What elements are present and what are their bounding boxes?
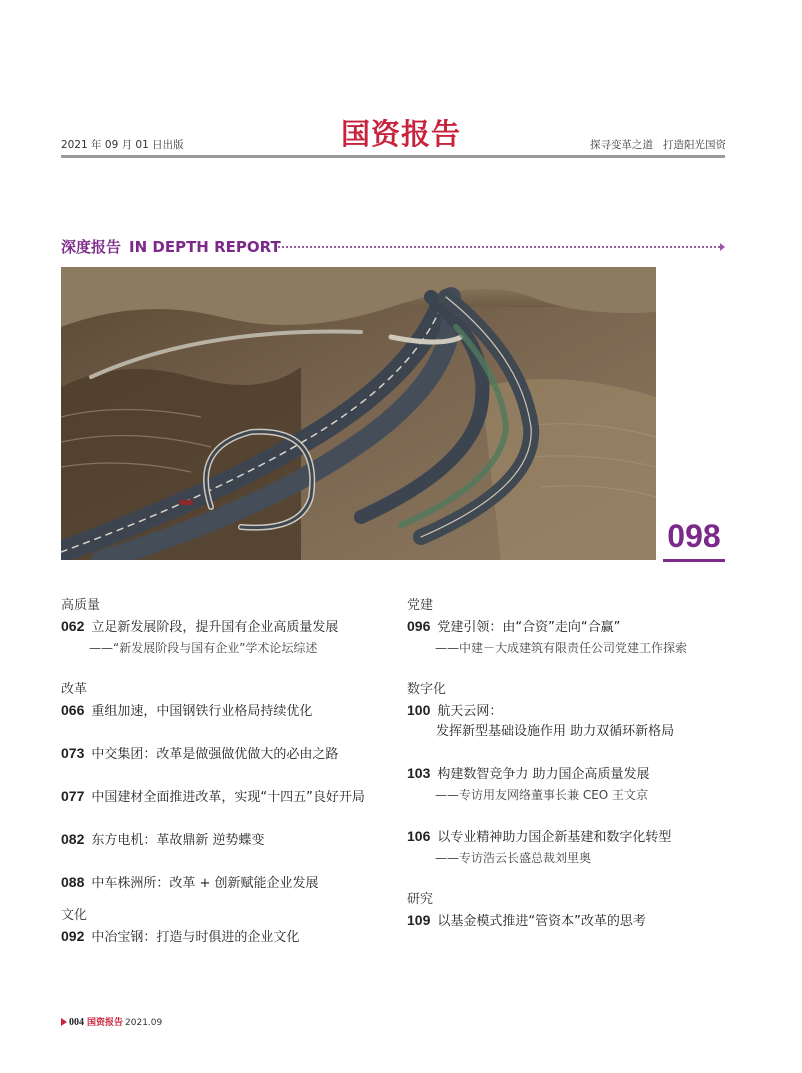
header-rule — [61, 155, 725, 158]
category-label: 研究 — [407, 892, 434, 907]
entry-title: 中国建材全面推进改革，实现“十四五”良好开局 — [91, 790, 365, 805]
entry-page: 088 — [61, 874, 85, 890]
toc-entry[interactable] — [407, 910, 737, 932]
entry-title: 构建数智竞争力 助力国企高质量发展 — [437, 767, 650, 782]
entry-page: 109 — [407, 912, 431, 928]
toc-entry[interactable] — [61, 872, 391, 894]
entry-title: 航天云网： — [437, 704, 503, 719]
slogan-1: 探寻变革之道 — [590, 139, 653, 151]
entry-title: 重组加速，中国钢铁行业格局持续优化 — [91, 704, 313, 719]
footer-issue: 2021.09 — [125, 1018, 163, 1028]
footer-page-number: 004 — [69, 1017, 84, 1028]
footer-magazine: 国资报告 — [87, 1018, 124, 1028]
category-label: 党建 — [407, 598, 434, 613]
toc-category-research — [407, 890, 737, 932]
toc-entry[interactable] — [407, 826, 737, 848]
entry-page: 096 — [407, 618, 431, 634]
publish-date: 2021 年 09 月 01 日出版 — [61, 139, 184, 151]
entry-title: 中交集团：改革是做强做优做大的必由之路 — [91, 747, 339, 762]
entry-subtitle: ——中建－大成建筑有限责任公司党建工作探索 — [435, 641, 688, 655]
toc-entry[interactable] — [61, 700, 391, 722]
category-label: 改革 — [61, 682, 88, 697]
toc-entry[interactable] — [61, 786, 391, 808]
section-title-cn: 深度报告 — [61, 238, 122, 256]
toc-right-column — [407, 596, 737, 932]
entry-page: 073 — [61, 745, 85, 761]
triangle-icon — [61, 1018, 67, 1026]
entry-page: 106 — [407, 828, 431, 844]
section-heading — [61, 236, 281, 257]
toc-entry[interactable] — [61, 743, 391, 765]
entry-title: 东方电机：革故鼎新 逆势蝶变 — [91, 833, 265, 848]
entry-page: 103 — [407, 765, 431, 781]
page-footer — [61, 1015, 162, 1028]
entry-page: 082 — [61, 831, 85, 847]
entry-subtitle: ——专访浩云长盛总裁刘里奥 — [435, 851, 592, 865]
entry-title: 中车株洲所：改革 + 创新赋能企业发展 — [91, 876, 319, 891]
section-dotted-rule — [278, 246, 724, 248]
feature-photo — [61, 267, 656, 560]
toc-left-column — [61, 596, 391, 948]
entry-title-continuation: 发挥新型基础设施作用 助力双循环新格局 — [436, 724, 675, 739]
toc-entry[interactable] — [407, 763, 737, 785]
toc-category-reform — [61, 680, 391, 894]
entry-page: 066 — [61, 702, 85, 718]
feature-page-number: 098 — [667, 518, 721, 554]
entry-title: 中冶宝钢：打造与时俱进的企业文化 — [91, 930, 300, 945]
entry-subtitle: ——专访用友网络董事长兼 CEO 王文京 — [435, 788, 649, 802]
entry-page: 100 — [407, 702, 431, 718]
entry-title: 以基金模式推进“管资本”改革的思考 — [437, 914, 646, 929]
slogan — [590, 137, 726, 152]
magazine-title: 国资报告 — [340, 117, 461, 151]
toc-category-culture — [61, 906, 391, 948]
category-label: 高质量 — [61, 598, 101, 613]
entry-title: 立足新发展阶段，提升国有企业高质量发展 — [91, 620, 339, 635]
category-label: 文化 — [61, 908, 88, 923]
category-label: 数字化 — [407, 682, 447, 697]
toc-category-party — [407, 596, 737, 658]
entry-title: 党建引领：由“合资”走向“合赢” — [437, 620, 621, 635]
entry-page: 062 — [61, 618, 85, 634]
entry-page: 092 — [61, 928, 85, 944]
entry-title: 以专业精神助力国企新基建和数字化转型 — [437, 830, 672, 845]
section-rule-arrow-icon — [720, 243, 725, 251]
toc-category-high-quality — [61, 596, 391, 658]
section-title-en: IN DEPTH REPORT — [129, 238, 281, 256]
toc-entry[interactable] — [407, 700, 737, 722]
entry-subtitle: ——“新发展阶段与国有企业”学术论坛综述 — [89, 641, 318, 655]
toc-entry[interactable] — [407, 616, 737, 638]
page-number-underline — [663, 559, 725, 562]
toc-entry[interactable] — [61, 616, 391, 638]
toc-entry[interactable] — [61, 829, 391, 851]
entry-page: 077 — [61, 788, 85, 804]
slogan-2: 打造阳光国资 — [663, 139, 726, 151]
toc-category-digital — [407, 680, 737, 868]
toc-entry[interactable] — [61, 926, 391, 948]
